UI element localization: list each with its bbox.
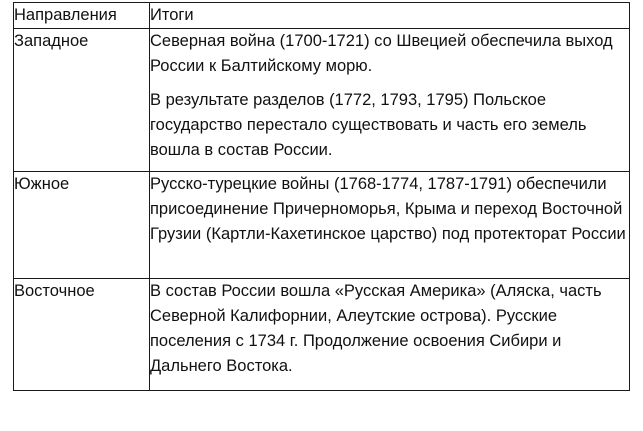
header-results: Итоги [150, 3, 630, 29]
results-paragraph: В состав России вошла «Русская Америка» (Аляска, часть Северной Калифорнии, Алеутские острова). Русские поселения с 1734 г. Продолжение освоения Сибири и Дальнего Востока. [150, 282, 602, 375]
direction-cell: Восточное [14, 279, 150, 391]
table-row-west [14, 29, 630, 172]
results-paragraph: Русско-турецкие войны (1768-1774, 1787-1791) обеспечили присоединение Причерноморья, Крыма и переход Восточной Грузии (Картли-Кахетинское царство) под протекторат России [150, 175, 626, 243]
results-paragraph: Северная война (1700-1721) со Швецией обеспечила выход России к Балтийскому морю. [150, 32, 613, 75]
results-cell [150, 279, 630, 391]
results-table [13, 2, 630, 391]
results-paragraph: В результате разделов (1772, 1793, 1795) Польское государство перестало существовать и часть его земель вошла в состав России. [150, 91, 587, 159]
table-row-south [14, 172, 630, 279]
results-cell [150, 29, 630, 172]
direction-cell: Южное [14, 172, 150, 279]
header-direction: Направления [14, 3, 150, 29]
table-row-east [14, 279, 630, 391]
direction-cell: Западное [14, 29, 150, 172]
results-cell [150, 172, 630, 279]
header-row [14, 3, 630, 29]
